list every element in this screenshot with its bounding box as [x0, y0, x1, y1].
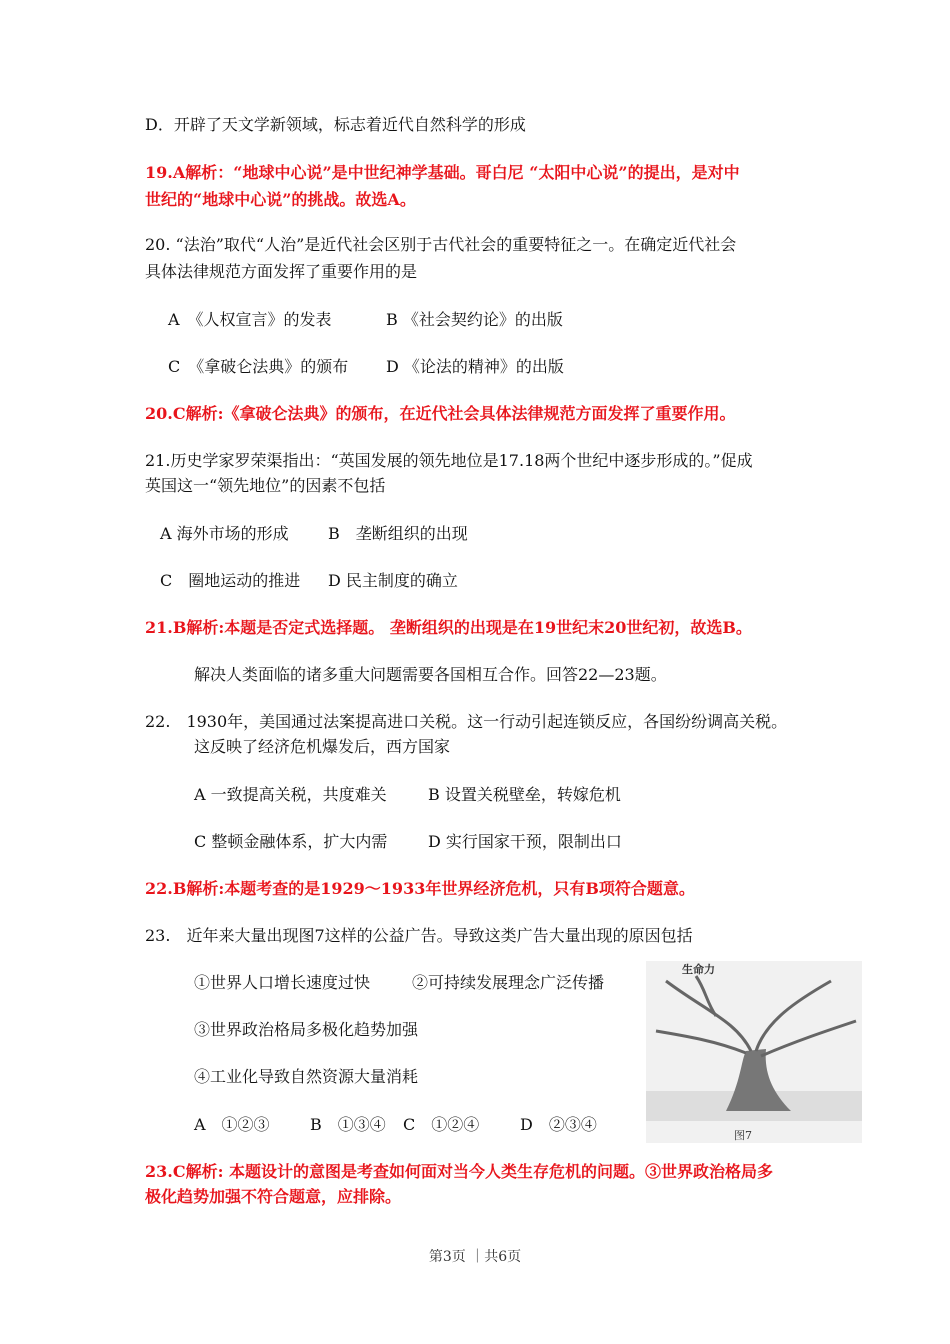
- q23-option-a: A ①②③: [194, 1115, 270, 1134]
- q23-option-d: D ②③④: [520, 1115, 597, 1134]
- answer-23-line2: 极化趋势加强不符合题意，应排除。: [145, 1187, 402, 1206]
- answer-19-line1: 19.A解析：“地球中心说”是中世纪神学基础。哥白尼 “太阳中心说”的提出，是对中: [145, 163, 740, 182]
- answer-23-line1: 23.C解析: 本题设计的意图是考查如何面对当今人类生存危机的问题。③世界政治格局多: [145, 1162, 774, 1181]
- q23-option-b: B ①③④: [310, 1115, 386, 1134]
- answer-21: 21.B解析:本题是否定式选择题。 垄断组织的出现是在19世纪末20世纪初，故选B。: [145, 618, 752, 637]
- q23-item-3: ③世界政治格局多极化趋势加强: [194, 1020, 419, 1039]
- intro-22-23: 解决人类面临的诸多重大问题需要各国相互合作。回答22—23题。: [194, 665, 667, 684]
- q23-item-2: ②可持续发展理念广泛传播: [412, 973, 605, 992]
- figure-caption: 图7: [734, 1129, 752, 1142]
- page-footer: 第3页 ｜共6页: [428, 1249, 522, 1265]
- q20-option-a: A 《人权宣言》的发表: [168, 310, 332, 329]
- q22-option-d: D 实行国家干预，限制出口: [428, 832, 622, 851]
- q22-option-a: A 一致提高关税，共度难关: [194, 785, 387, 804]
- answer-19-line2: 世纪的“地球中心说”的挑战。故选A。: [145, 190, 416, 209]
- q20-option-b: B 《社会契约论》的出版: [386, 310, 563, 329]
- q22-stem-line2: 这反映了经济危机爆发后，西方国家: [194, 737, 451, 756]
- figure-title: 生命力: [682, 963, 715, 976]
- tree-drawing: [646, 961, 862, 1143]
- q18-option-d: D．开辟了天文学新领域，标志着近代自然科学的形成: [145, 115, 526, 134]
- answer-22: 22.B解析:本题考查的是1929～1933年世界经济危机，只有B项符合题意。: [145, 879, 695, 898]
- q23-item-4: ④工业化导致自然资源大量消耗: [194, 1067, 419, 1086]
- q20-option-c: C 《拿破仑法典》的颁布: [168, 357, 349, 376]
- q20-option-d: D 《论法的精神》的出版: [386, 357, 564, 376]
- q21-option-d: D 民主制度的确立: [328, 571, 458, 590]
- q21-stem-line2: 英国这一“领先地位”的因素不包括: [145, 476, 386, 495]
- q23-stem: 23. 近年来大量出现图7这样的公益广告。导致这类广告大量出现的原因包括: [145, 926, 693, 945]
- q23-option-c: C ①②④: [403, 1115, 480, 1134]
- q22-option-c: C 整顿金融体系，扩大内需: [194, 832, 388, 851]
- figure-7-tree-illustration: [646, 961, 862, 1143]
- q21-option-a: A 海外市场的形成: [160, 524, 289, 543]
- q22-option-b: B 设置关税壁垒，转嫁危机: [428, 785, 621, 804]
- q21-option-c: C 圈地运动的推进: [160, 571, 301, 590]
- q20-stem-line2: 具体法律规范方面发挥了重要作用的是: [145, 262, 418, 281]
- q21-stem-line1: 21.历史学家罗荣渠指出：“英国发展的领先地位是17.18两个世纪中逐步形成的。”促成: [145, 451, 753, 470]
- q21-option-b: B 垄断组织的出现: [328, 524, 468, 543]
- q22-stem-line1: 22. 1930年，美国通过法案提高进口关税。这一行动引起连锁反应，各国纷纷调高关税。: [145, 712, 788, 731]
- answer-20: 20.C解析:《拿破仑法典》的颁布，在近代社会具体法律规范方面发挥了重要作用。: [145, 404, 736, 423]
- q23-item-1: ①世界人口增长速度过快: [194, 973, 371, 992]
- q20-stem-line1: 20. “法治”取代“人治”是近代社会区别于古代社会的重要特征之一。在确定近代社会: [145, 235, 737, 254]
